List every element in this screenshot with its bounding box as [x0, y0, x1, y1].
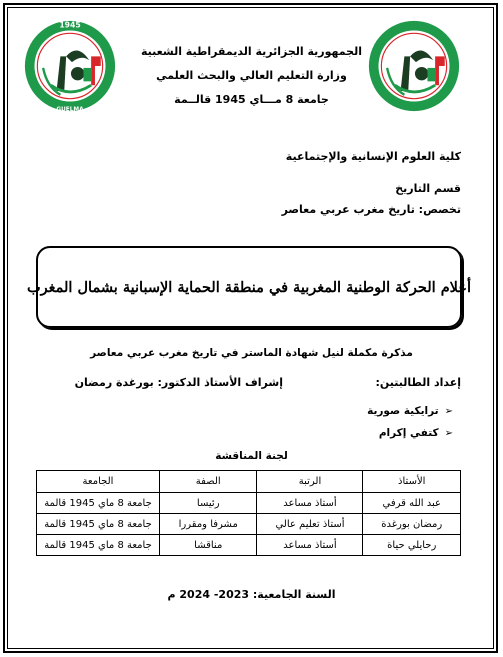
table-cell: مشرفا ومقررا — [159, 514, 257, 535]
student-item — [367, 405, 453, 417]
table-cell: مناقشا — [159, 535, 257, 556]
table-cell: جامعة 8 ماي 1945 قالمة — [37, 493, 160, 514]
university-name: جامعة 8 مـــاي 1945 قالــمة — [174, 93, 329, 106]
column-header: الصفة — [159, 471, 257, 493]
seal-city-text: GUELMA — [56, 107, 84, 114]
column-header: الأستاذ — [363, 471, 461, 493]
column-header: الرتبة — [257, 471, 363, 493]
thesis-note: مذكرة مكملة لنيل شهادة الماستر في تاريخ مغرب عربي معاصر — [90, 347, 413, 359]
institution-header — [120, 40, 383, 112]
committee-table — [36, 470, 461, 556]
table-row — [37, 535, 461, 556]
table-cell: عبد الله قرفي — [363, 493, 461, 514]
student-item — [379, 427, 453, 439]
thesis-title-box — [26, 246, 472, 328]
supervisor-line: إشراف الأستاذ الدكتور: بورغدة رمضان — [74, 376, 283, 389]
specialty-name: تخصص: تاريخ مغرب عربي معاصر — [281, 203, 461, 216]
column-header: الجامعة — [37, 471, 160, 493]
academic-year: السنة الجامعية: 2023- 2024 م — [167, 588, 336, 601]
student-name: ترايكية صورية — [367, 405, 439, 417]
faculty-name: كلية العلوم الإنسانية والإجتماعية — [285, 150, 461, 163]
table-header-row — [37, 471, 461, 493]
table-row — [37, 493, 461, 514]
department-name: قسم التاريخ — [395, 182, 461, 195]
check-arrow-icon: ➢ — [444, 405, 453, 417]
table-cell: أستاذ تعليم عالي — [257, 514, 363, 535]
thesis-title: أعلام الحركة الوطنية المغربية في منطقة الحماية الإسبانية بشمال المغرب — [26, 278, 472, 296]
prepared-by-label: إعداد الطالبتين: — [375, 376, 461, 389]
table-cell: جامعة 8 ماي 1945 قالمة — [37, 514, 160, 535]
committee-title: لجنة المناقشة — [215, 450, 288, 462]
table-cell: أستاذ مساعد — [257, 493, 363, 514]
student-name: كتفي إكرام — [378, 427, 439, 439]
ministry-name: وزارة التعليم العالي والبحث العلمي — [156, 69, 347, 82]
table-cell: أستاذ مساعد — [257, 535, 363, 556]
seal-year-text: 1945 — [59, 20, 81, 30]
university-seal-left — [22, 18, 118, 114]
table-row — [37, 514, 461, 535]
table-cell: رحايلي حياة — [363, 535, 461, 556]
check-arrow-icon: ➢ — [444, 427, 453, 439]
table-cell: جامعة 8 ماي 1945 قالمة — [37, 535, 160, 556]
republic-name: الجمهورية الجزائرية الديمقراطية الشعبية — [141, 45, 362, 58]
table-cell: رئيسا — [159, 493, 257, 514]
table-cell: رمضان بورغدة — [363, 514, 461, 535]
